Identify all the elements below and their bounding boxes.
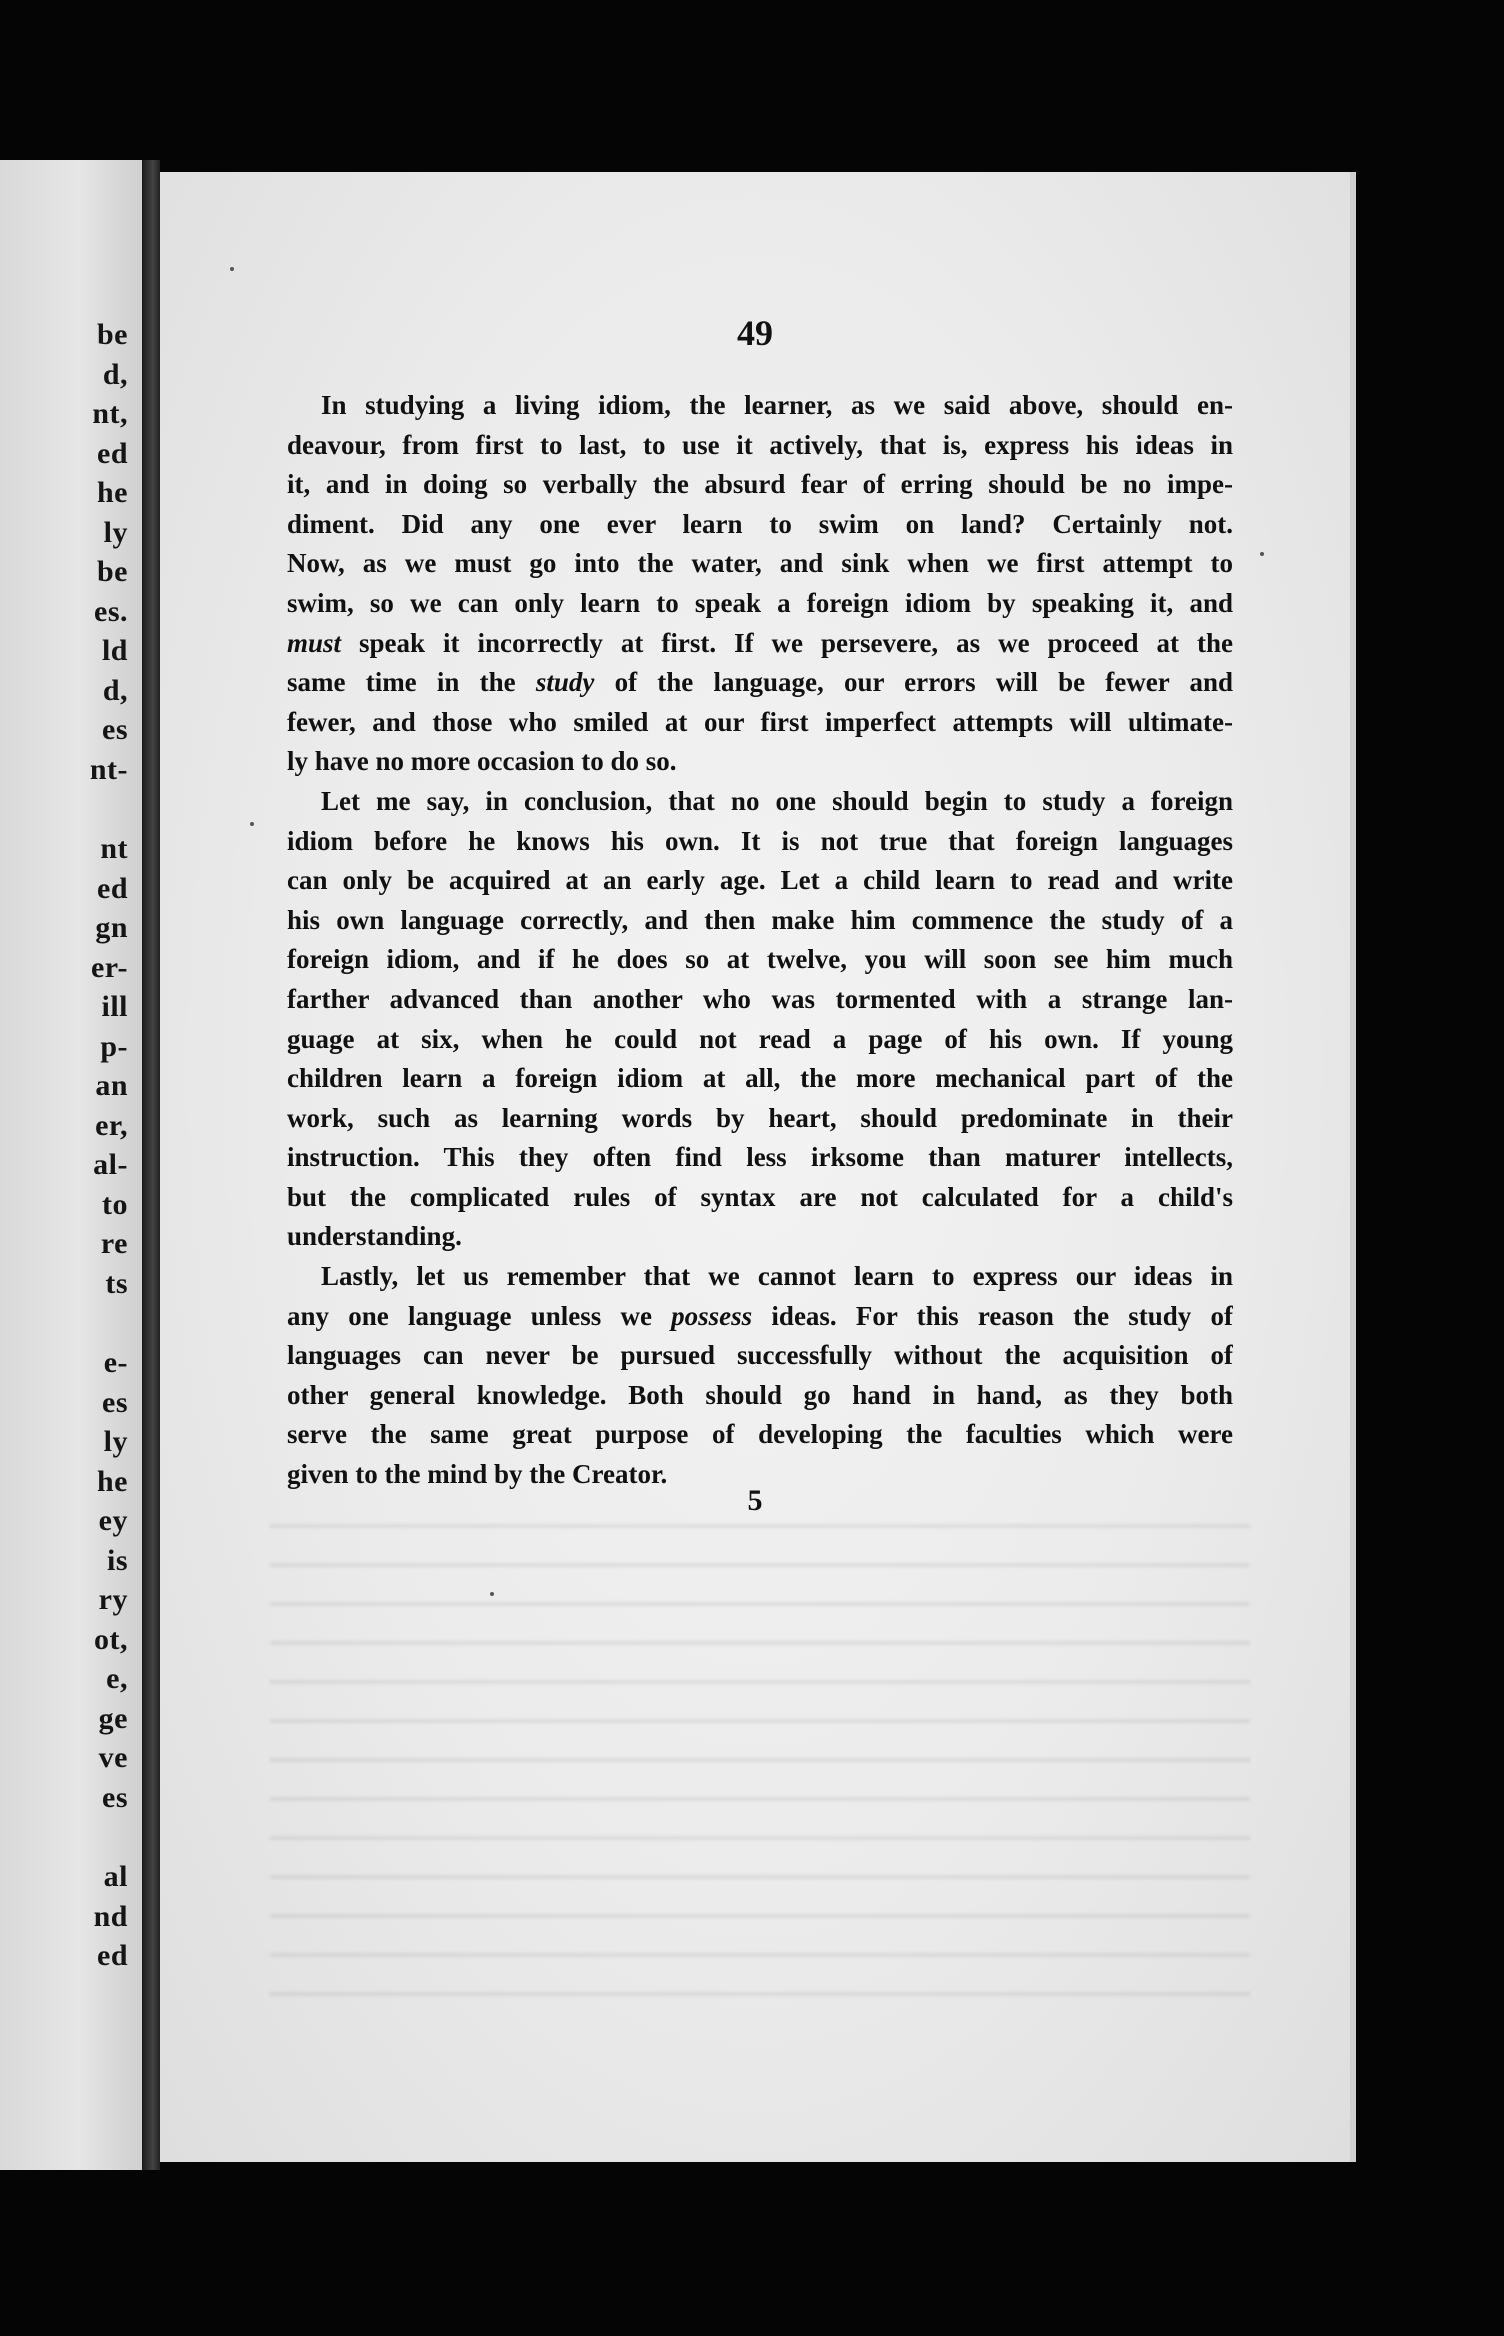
text-line: languages can never be pursued successfully without the acquisition of [287,1340,1233,1371]
previous-page-fragment: ey [98,1504,128,1537]
previous-page-fragment: es [102,1780,128,1814]
previous-page-fragment: p- [100,1029,128,1063]
previous-page-fragment: al- [93,1148,128,1181]
previous-page-fragment: e- [103,1346,128,1379]
previous-page-fragment: be [97,555,128,588]
previous-page-fragment: e, [106,1662,128,1695]
previous-page-fragment: nt, [92,397,128,430]
emphasis-must: must [287,627,342,658]
bleed-through-texture [270,1522,1250,2022]
page-body [287,386,1233,1495]
previous-page-fragment: es [102,713,128,746]
text-line: guage at six, when he could not read a page of his own. If young [287,1023,1233,1054]
previous-page-fragment: ed [97,436,128,470]
previous-page-fragment: ed [97,1939,128,1972]
text-line: In studying a living idiom, the learner, as we said above, should en- [321,390,1233,420]
speck [250,822,254,826]
paragraph [287,386,1233,782]
text-line-part: any one language unless we [287,1300,652,1331]
speck [490,1592,494,1596]
text-line: diment. Did any one ever learn to swim on land? Certainly not. [287,508,1233,539]
previous-page-fragment: ill [101,990,128,1023]
text-line: but the complicated rules of syntax are not calculated for a child's [287,1181,1233,1212]
text-line-part: same time in the [287,667,516,698]
previous-page-fragment: gn [95,911,128,944]
text-line: idiom before he knows his own. It is not true that foreign languages [287,825,1233,856]
text-line-emphasis [287,663,1233,703]
text-line: can only be acquired at an early age. Let a child learn to read and write [287,865,1233,896]
text-line: Now, as we must go into the water, and sink when we first attempt to [287,548,1233,579]
page-gutter [142,160,160,2170]
previous-page-fragment: nt [100,832,128,865]
text-line: children learn a foreign idiom at all, the more mechanical part of the [287,1063,1233,1094]
previous-page-fragment: er- [90,950,128,984]
text-line: it, and in doing so verbally the absurd fear of erring should be no impe- [287,469,1233,500]
emphasis-study: study [535,667,595,698]
previous-page-fragment: nt- [89,752,128,786]
text-line: serve the same great purpose of developing the faculties which were [287,1419,1233,1450]
text-line: work, such as learning words by heart, should predominate in their [287,1102,1233,1133]
previous-page-fragment: be [97,318,128,351]
text-line: instruction. This they often find less irksome than maturer intellects, [287,1142,1233,1173]
previous-page-fragment: he [97,1464,128,1498]
previous-page-fragment: ed [97,871,128,905]
text-line: Lastly, let us remember that we cannot learn to express our ideas in [321,1261,1233,1292]
speck [230,267,234,271]
previous-page-fragment: es [102,1385,128,1419]
text-line-rest: speak it incorrectly at first. If we persevere, as we proceed at the [359,627,1233,658]
previous-page-fragment: to [102,1187,128,1221]
text-line: understanding. [287,1221,462,1252]
previous-page-fragment: nd [93,1899,128,1933]
previous-page-fragment: d, [102,357,128,391]
previous-page-fragment: is [106,1543,128,1577]
previous-page-fragment: an [95,1069,128,1102]
previous-page-fragment: er, [95,1108,128,1142]
previous-page-fragment: al [103,1860,128,1893]
previous-page-fragment: ve [98,1741,128,1774]
previous-page-fragment: re [100,1227,128,1260]
book-page [160,172,1356,2162]
text-line: farther advanced than another who was tormented with a strange lan- [287,983,1233,1014]
speck [1260,552,1264,556]
previous-page-fragment: ge [98,1701,128,1735]
previous-page-edge [0,160,142,2170]
text-line: deavour, from first to last, to use it actively, that is, express his ideas in [287,429,1233,460]
text-line: given to the mind by the Creator. [287,1459,668,1490]
previous-page-fragment: d, [102,673,128,707]
text-line: other general knowledge. Both should go hand in hand, as they both [287,1379,1233,1410]
signature-mark: 5 [747,1484,763,1517]
text-line: fewer, and those who smiled at our first imperfect attempts will ultimate- [287,706,1233,737]
previous-page-fragment: ld [101,634,128,667]
text-line: Let me say, in conclusion, that no one should begin to study a foreign [321,785,1233,816]
paragraph [287,1257,1233,1495]
paragraph [287,782,1233,1257]
text-line: ly have no more occasion to do so. [287,746,677,777]
previous-page-fragment: es. [94,594,128,628]
previous-page-fragment: ry [98,1583,128,1616]
text-line: his own language correctly, and then make him commence the study of a [287,904,1233,935]
text-line-emphasis [287,1297,1233,1337]
previous-page-fragment: ts [105,1266,128,1300]
text-line: swim, so we can only learn to speak a foreign idiom by speaking it, and [287,587,1233,618]
previous-page-fragment: ly [103,515,128,549]
emphasis-possess: possess [671,1300,753,1331]
page-number: 49 [737,313,773,353]
previous-page-fragment: ly [103,1425,128,1458]
text-line-part: of the language, our errors will be fewer and [614,667,1233,698]
previous-page-fragment: ot, [94,1622,128,1656]
text-line-emphasis [287,624,1233,664]
text-line: foreign idiom, and if he does so at twelve, you will soon see him much [287,944,1233,975]
previous-page-fragment: he [97,476,128,509]
text-line-part: ideas. For this reason the study of [771,1300,1233,1331]
